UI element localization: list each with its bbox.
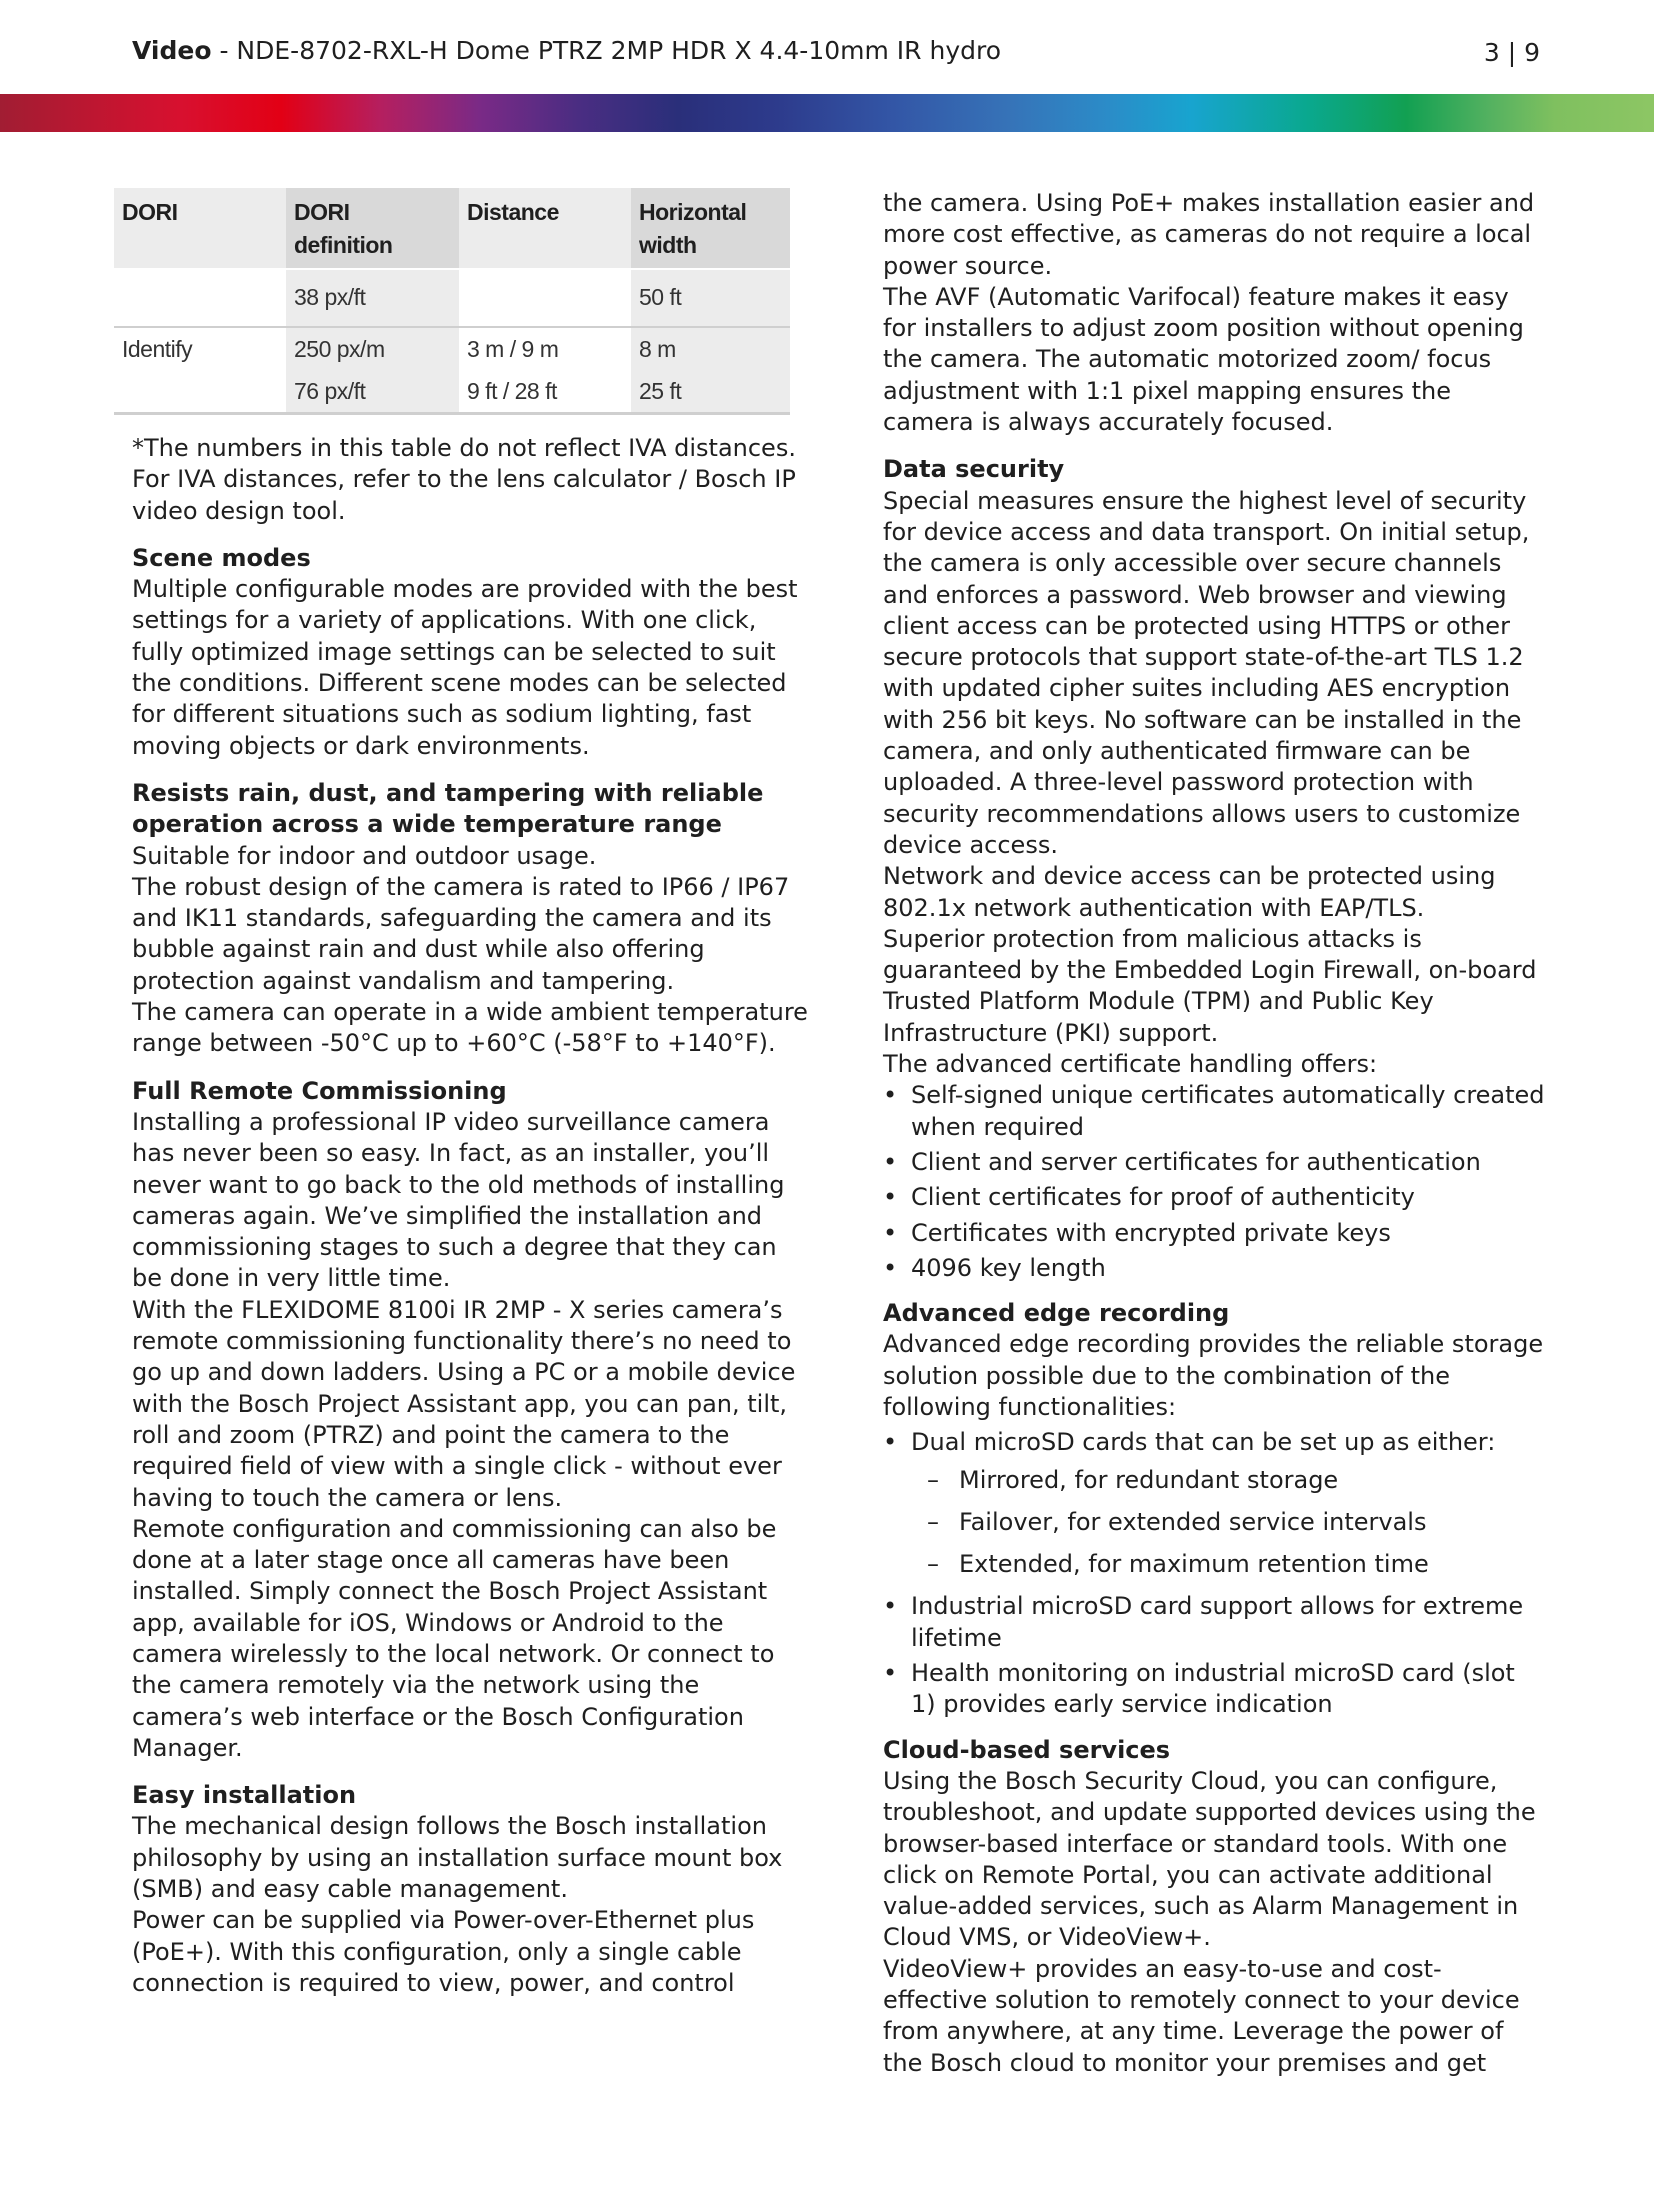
paragraph: Network and device access can be protected using 802.1x network authentication with EAP/TLS.	[883, 862, 1496, 922]
list-item: • Client and server certificates for authentication	[883, 1147, 1545, 1178]
section-heading: Advanced edge recording	[883, 1299, 1230, 1328]
section-heading: Full Remote Commissioning	[132, 1076, 507, 1105]
table-row	[114, 269, 790, 327]
paragraph: The camera can operate in a wide ambient temperature range between -50°C up to +60°C (-58°F to +140°F).	[132, 998, 808, 1058]
table-cell	[114, 269, 286, 327]
section-heading: Data security	[883, 455, 1065, 484]
table-cell	[631, 327, 790, 414]
table-header-cell: Horizontal width	[631, 188, 790, 269]
title-product: - NDE-8702-RXL-H Dome PTRZ 2MP HDR X 4.4-10mm IR hydro	[211, 36, 1002, 65]
sublist-item: – Failover, for extended service intervals	[883, 1507, 1545, 1538]
paragraph: Power can be supplied via Power-over-Ethernet plus (PoE+). With this configuration, only a single cable connection is required to view, power, and control	[132, 1906, 755, 1997]
cell-line: 8 m	[639, 336, 676, 362]
paragraph: Superior protection from malicious attacks is guaranteed by the Embedded Login Firewall, on-board Trusted Platform Module (TPM) and Public Key Infrastructure (PKI) support.	[883, 924, 1537, 1047]
title-category: Video	[132, 36, 212, 65]
list-item: • Certificates with encrypted private keys	[883, 1218, 1545, 1249]
table-cell	[114, 327, 286, 414]
paragraph: Multiple configurable modes are provided with the best settings for a variety of applications. With one click, fully optimized image settings can be selected to suit the conditions. Different scene modes can be selected for different situations such as sodium lighting, fast moving objects or dark environments.	[132, 575, 798, 760]
paragraph: The mechanical design follows the Bosch installation philosophy by using an installation surface mount box (SMB) and easy cable management.	[132, 1812, 783, 1904]
brand-color-band	[0, 94, 1654, 132]
table-row	[114, 327, 790, 414]
paragraph: Installing a professional IP video surveillance camera has never been so easy. In fact, as an installer, you’ll never want to go back to the old methods of installing cameras again. We’ve simplified the installation and commissioning stages to such a degree that they can be done in very little time.	[132, 1107, 785, 1293]
section-heading: Resists rain, dust, and tampering with reliable operation across a wide temperature range	[132, 778, 764, 839]
left-column	[132, 433, 808, 1999]
dori-table	[114, 188, 790, 415]
sublist-item: – Mirrored, for redundant storage	[883, 1465, 1545, 1496]
cell-line: 76 px/ft	[294, 378, 366, 404]
section-heading: Cloud-based services	[883, 1735, 1171, 1764]
certificate-list	[883, 1080, 1545, 1284]
cell-line: 3 m / 9 m	[467, 336, 559, 362]
right-column	[883, 188, 1545, 2079]
sublist-item: – Extended, for maximum retention time	[883, 1549, 1545, 1580]
list-item: • Self-signed unique certificates automatically created when required	[883, 1080, 1545, 1143]
edge-recording-list	[883, 1427, 1545, 1720]
table-cell: 38 px/ft	[286, 269, 459, 327]
table-header-cell: DORI definition	[286, 188, 459, 269]
page-header	[0, 0, 1654, 95]
paragraph: Remote configuration and commissioning can also be done at a later stage once all cameras have been installed. Simply connect the Bosch Project Assistant app, available for iOS, Windows or Android to the camera wirelessly to the local network. Or connect to the camera remotely via the network using the camera’s web interface or the Bosch Configuration Manager.	[132, 1514, 777, 1762]
section-heading: Easy installation	[132, 1781, 357, 1810]
table-header-cell: Distance	[459, 188, 631, 269]
cell-line: Identify	[122, 336, 193, 362]
table-header-cell: DORI	[114, 188, 286, 269]
paragraph: the camera. Using PoE+ makes installation easier and more cost effective, as cameras do not require a local power source.	[883, 189, 1535, 280]
paragraph: With the FLEXIDOME 8100i IR 2MP - X series camera’s remote commissioning functionality there’s no need to go up and down ladders. Using a PC or a mobile device with the Bosch Project Assistant app, you can pan, tilt, roll and zoom (PTRZ) and point the camera to the required field of view with a single click - without ever having to touch the camera or lens.	[132, 1295, 796, 1512]
section-heading: Scene modes	[132, 543, 311, 572]
table-header-row	[114, 188, 790, 269]
paragraph: Using the Bosch Security Cloud, you can configure, troubleshoot, and update supported devices using the browser-based interface or standard tools. With one click on Remote Portal, you can activate additional value-added services, such as Alarm Management in Cloud VMS, or VideoView+.	[883, 1766, 1536, 1952]
paragraph: The advanced certificate handling offers:	[883, 1050, 1378, 1079]
list-item: • 4096 key length	[883, 1253, 1545, 1284]
paragraph: Suitable for indoor and outdoor usage.	[132, 841, 597, 870]
list-item: • Client certificates for proof of authenticity	[883, 1182, 1545, 1213]
paragraph: The AVF (Automatic Varifocal) feature makes it easy for installers to adjust zoom position without opening the camera. The automatic motorized zoom/ focus adjustment with 1:1 pixel mapping ensures the camera is always accurately focused.	[883, 282, 1524, 437]
table-cell	[459, 327, 631, 414]
table-cell	[286, 327, 459, 414]
paragraph: VideoView+ provides an easy-to-use and cost-effective solution to remotely connect to your device from anywhere, at any time. Leverage the power of the Bosch cloud to monitor your premises and get	[883, 1954, 1520, 2077]
cell-line: 25 ft	[639, 378, 682, 404]
list-item: • Health monitoring on industrial microSD card (slot 1) provides early service indication	[883, 1658, 1545, 1721]
list-item-text: Dual microSD cards that can be set up as either:	[911, 1428, 1496, 1457]
table-cell	[459, 269, 631, 327]
page-number: 3 | 9	[1483, 38, 1540, 67]
sublist	[883, 1465, 1545, 1581]
document-title	[132, 36, 1001, 65]
table-cell: 50 ft	[631, 269, 790, 327]
table-footnote: *The numbers in this table do not reflect IVA distances. For IVA distances, refer to the lens calculator / Bosch IP video design tool.	[132, 434, 796, 525]
list-item: • Industrial microSD card support allows for extreme lifetime	[883, 1591, 1545, 1654]
cell-line: 9 ft / 28 ft	[467, 378, 557, 404]
paragraph: The robust design of the camera is rated to IP66 / IP67 and IK11 standards, safeguarding the camera and its bubble against rain and dust while also offering protection against vandalism and tampering.	[132, 872, 790, 995]
paragraph: Advanced edge recording provides the reliable storage solution possible due to the combination of the following functionalities:	[883, 1330, 1544, 1421]
paragraph: Special measures ensure the highest level of security for device access and data transport. On initial setup, the camera is only accessible over secure channels and enforces a password. Web browser and viewing client access can be protected using HTTPS or other secure protocols that support state-of-the-art TLS 1.2 with updated cipher suites including AES encryption with 256 bit keys. No software can be installed in the camera, and only authenticated firmware can be uploaded. A three-level password protection with security recommendations allows users to customize device access.	[883, 486, 1530, 859]
list-item	[883, 1427, 1545, 1580]
cell-line: 250 px/m	[294, 336, 385, 362]
